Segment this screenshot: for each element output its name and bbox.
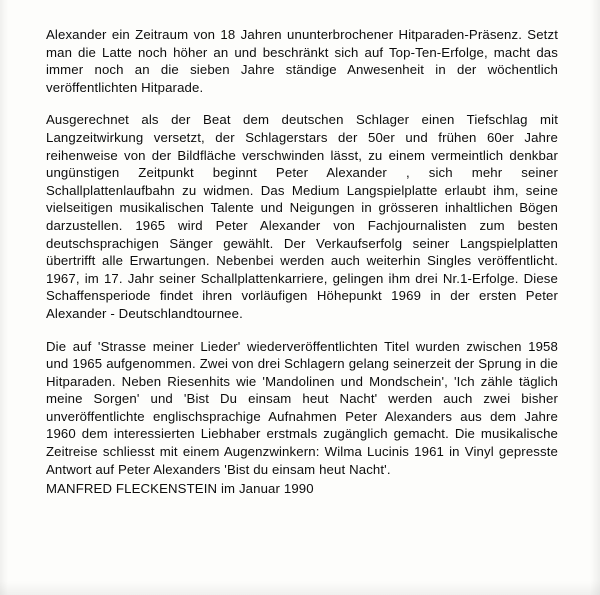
paragraph-1: Alexander ein Zeitraum von 18 Jahren ununterbrochener Hitparaden-Präsenz. Setzt man die Latte noch höher an und beschränkt sich auf Top-Ten-Erfolge, macht das immer noch an die sieben Jahre ständige Anwesenheit in der wöchentlich veröffentlichten Hitparade. [46,27,562,95]
document-text-body [46,26,562,498]
page-left-edge-shadow [0,0,8,595]
page-bottom-edge-shadow [0,581,600,595]
paragraph-2: Ausgerechnet als der Beat dem deutschen Schlager einen Tiefschlag mit Langzeitwirkung versetzt, der Schlagerstars der 50er und frühen 60er Jahre reihenweise von der Bildfläche verschwinden lässt, zu einem vermeintlich denkbar ungünstigen Zeitpunkt beginnt Peter Alexander , sich mehr seiner Schallplattenlaufbahn zu widmen. Das Medium Langspielplatte erlaubt ihm, seine vielseitigen musikalischen Talente und Neigungen in grösseren inhaltlichen Bögen darzustellen. 1965 wird Peter Alexander von Fachjournalisten zum besten deutschsprachigen Sänger gewählt. Der Verkaufserfolg seiner Langspielplatten übertrifft alle Erwartungen. Nebenbei werden auch weiterhin Singles veröffentlicht. 1967, im 17. Jahr seiner Schallplattenkarriere, gelingen ihm drei Nr.1-Erfolge. Diese Schaffensperiode findet ihren vorläufigen Höhepunkt 1969 in der ersten Peter Alexander - Deutschlandtournee. [46,112,562,321]
paragraph-3: Die auf 'Strasse meiner Lieder' wiederveröffentlichten Titel wurden zwischen 1958 und 1965 aufgenommen. Zwei von drei Schlagern gelang seinerzeit der Sprung in die Hitparaden. Neben Riesenhits wie 'Mandolinen und Mondschein', 'Ich zähle täglich meine Sorgen' und 'Bist Du einsam heut Nacht' werden auch zwei bisher unveröffentlichte englischsprachige Aufnahmen Peter Alexanders aus dem Jahre 1960 dem interessierten Liebhaber erstmals zugänglich gemacht. Die musikalische Zeitreise schliesst mit einem Augenzwinkern: Wilma Lucinis 1961 in Vinyl gepresste Antwort auf Peter Alexanders 'Bist du einsam heut Nacht'. [46,338,562,477]
author-signature: MANFRED FLECKENSTEIN im Januar 1990 [46,481,314,497]
page-right-edge-shadow [590,0,600,595]
